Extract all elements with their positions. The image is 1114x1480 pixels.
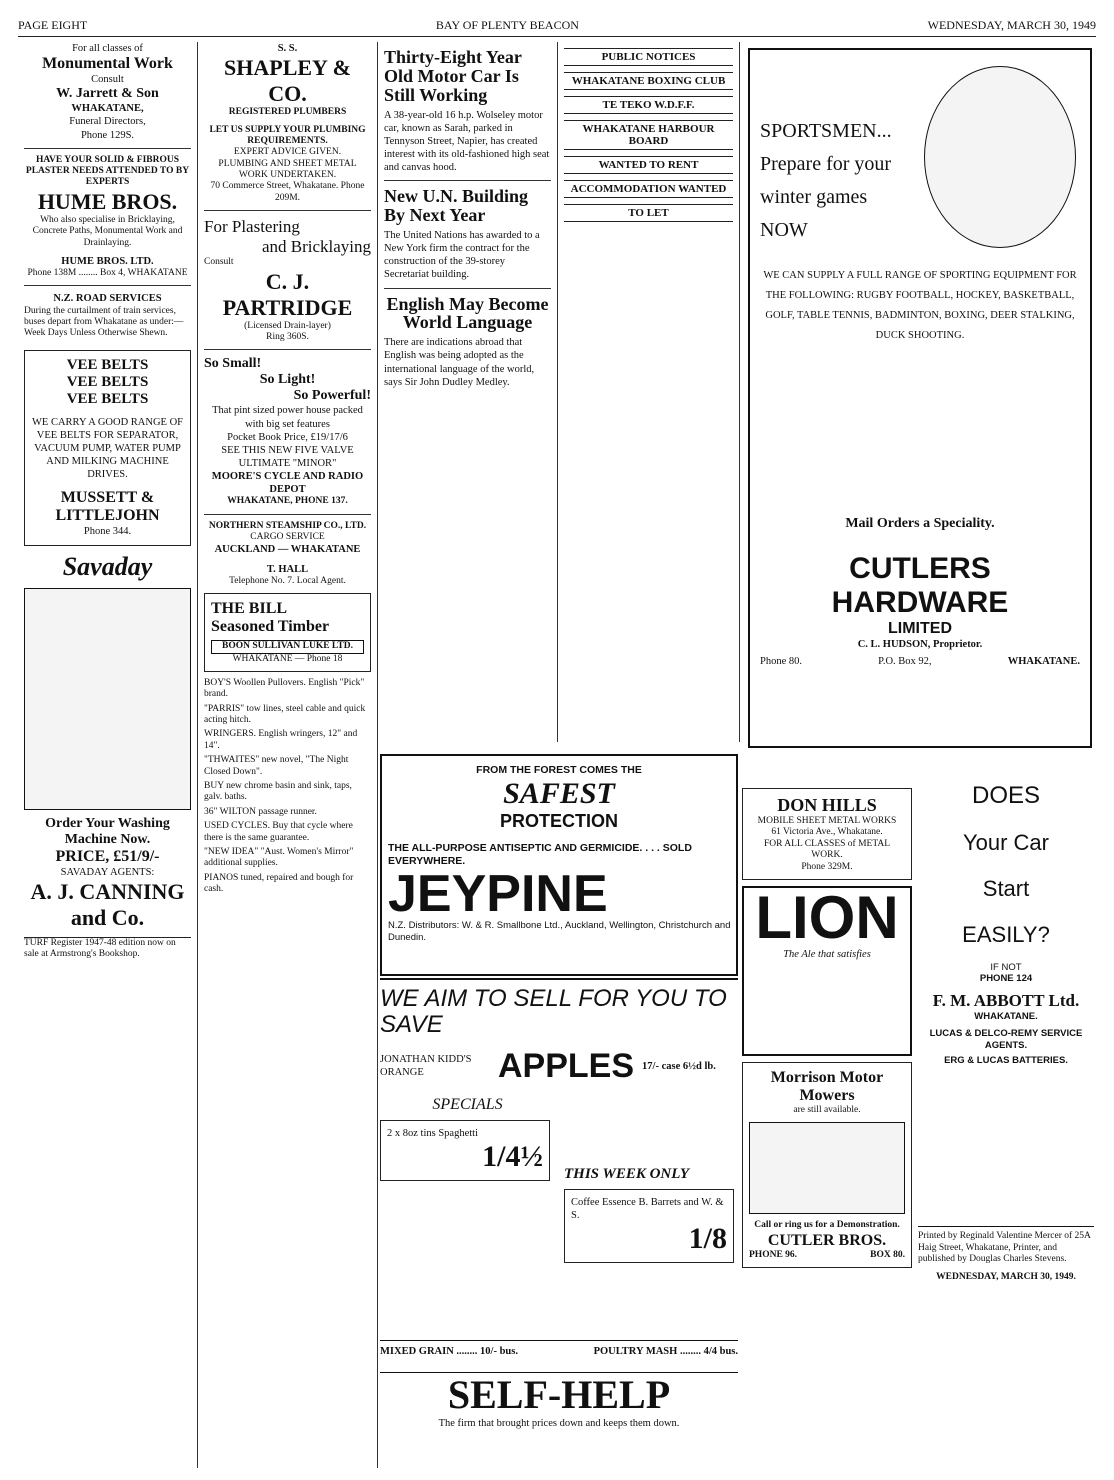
ad-line: T. HALL bbox=[266, 563, 309, 575]
classified-item: "PARRIS" tow lines, steel cable and quick acting hitch. bbox=[204, 703, 366, 726]
partridge-ad bbox=[204, 217, 371, 343]
imprint-date: WEDNESDAY, MARCH 30, 1949. bbox=[936, 1271, 1076, 1282]
ad-body: Who also specialise in Bricklaying, Concrete Paths, Monumental Work and Drainlaying. bbox=[32, 214, 183, 248]
ad-line: 61 Victoria Ave., Whakatane. bbox=[771, 827, 883, 838]
ad-line: Order Your Washing Machine Now. bbox=[45, 815, 170, 847]
shapley-ad bbox=[204, 42, 371, 204]
firm-name: NORTHERN STEAMSHIP CO., LTD. bbox=[208, 520, 367, 531]
ad-line: So Light! bbox=[259, 372, 316, 388]
ad-line: Consult bbox=[91, 74, 124, 86]
ad-line: IF NOT bbox=[990, 962, 1022, 973]
ad-line: MIXED GRAIN ........ 10/- bus. bbox=[380, 1346, 518, 1357]
column-4 bbox=[558, 42, 740, 742]
donhills-ad bbox=[742, 788, 912, 880]
timber-ad bbox=[204, 593, 371, 672]
hume-ad bbox=[24, 155, 191, 280]
firm-name: W. Jarrett & Son bbox=[56, 86, 159, 102]
jeypine-ad bbox=[380, 754, 738, 976]
ad-line: SEE THIS NEW FIVE VALVE ULTIMATE "MINOR" bbox=[221, 444, 354, 469]
ad-line: DOES bbox=[971, 782, 1040, 809]
ad-line: WHAKATANE, PHONE 137. bbox=[227, 496, 348, 507]
classified-item: TURF Register 1947-48 edition now on sale at Armstrong's Bookshop. bbox=[24, 937, 191, 961]
lion-ad bbox=[742, 883, 912, 1056]
column-2 bbox=[198, 42, 378, 1468]
news-article bbox=[384, 187, 551, 281]
firm-name: SHAPLEY & CO. bbox=[224, 55, 351, 107]
ad-line: LET US SUPPLY YOUR PLUMBING REQUIREMENTS. bbox=[209, 124, 366, 146]
classified-item: WRINGERS. English wringers, 12" and 14". bbox=[204, 729, 358, 751]
ad-line: AUCKLAND — WHAKATANE bbox=[214, 544, 361, 556]
notice-title: WHAKATANE BOXING CLUB bbox=[564, 72, 733, 90]
ad-body: That pint sized power house packed with big set features bbox=[212, 405, 363, 430]
ad-line: P.O. Box 92, bbox=[878, 655, 932, 667]
imprint: Printed by Reginald Valentine Mercer of 25A Haig Street, Whakatane, Printer, and published by Douglas Charles Stevens. bbox=[918, 1226, 1094, 1265]
selfhelp-footer bbox=[380, 1372, 738, 1430]
ad-line: Morrison Motor Mowers bbox=[770, 1068, 884, 1104]
ad-line: HUME BROS. LTD. bbox=[61, 255, 154, 267]
hockey-players-illustration bbox=[924, 66, 1076, 248]
firm-name: DON HILLS bbox=[777, 795, 877, 815]
article-headline: New U.N. Building By Next Year bbox=[384, 186, 529, 226]
brand-name: SELF-HELP bbox=[447, 1372, 671, 1417]
ad-line: NOW bbox=[760, 219, 808, 241]
ad-line: (Licensed Drain-layer) bbox=[244, 320, 331, 331]
ad-body: WE CARRY A GOOD RANGE OF VEE BELTS FOR SEPARATOR, VACUUM PUMP, WATER PUMP AND MILKING MACHINE DRIVES. bbox=[32, 416, 183, 481]
ad-line: SPORTSMEN... bbox=[760, 120, 892, 142]
abbott-ad bbox=[918, 782, 1094, 1066]
ad-title: Monumental Work bbox=[42, 55, 173, 73]
ad-line: POULTRY MASH ........ 4/4 bus. bbox=[593, 1346, 738, 1357]
ad-line: MOBILE SHEET METAL WORKS bbox=[757, 816, 897, 826]
feed-row bbox=[380, 1340, 738, 1358]
firm-name: A. J. CANNING and Co. bbox=[30, 878, 185, 930]
article-body: There are indications abroad that English was being adopted as the international language of the world, says Sir John Dudley Medley. bbox=[384, 337, 535, 388]
steamship-ad bbox=[204, 521, 371, 587]
ad-line: Call or ring us for a Demonstration. bbox=[754, 1220, 900, 1231]
firm-name: F. M. ABBOTT Ltd. bbox=[932, 990, 1080, 1010]
ad-line: PLUMBING AND SHEET METAL WORK UNDERTAKEN. bbox=[218, 158, 357, 181]
ad-line: Ring 360S. bbox=[266, 332, 309, 343]
ad-line: Mail Orders a Speciality. bbox=[845, 515, 995, 531]
news-article bbox=[384, 48, 551, 174]
ad-line: Consult bbox=[204, 257, 234, 268]
ad-line: WHAKATANE — Phone 18 bbox=[232, 653, 343, 664]
column-3 bbox=[378, 42, 558, 742]
ad-line: Phone 129S. bbox=[80, 129, 135, 141]
radio-ad bbox=[204, 356, 371, 507]
ad-line: PHONE 124 bbox=[979, 973, 1033, 985]
firm-name: C. J. PARTRIDGE bbox=[222, 268, 353, 320]
ad-body: WE CAN SUPPLY A FULL RANGE OF SPORTING EQUIPMENT FOR THE FOLLOWING: RUGBY FOOTBALL, HOCKEY, BASKETBALL, GOLF, TABLE TENNIS, BADMINTON, BOXING, DEER STALKING, DUCK SHOOTING. bbox=[763, 270, 1077, 341]
classified-item: 36" WILTON passage runner. bbox=[204, 806, 317, 817]
weekly-specials bbox=[564, 1166, 734, 1269]
firm-name: HUME BROS. bbox=[37, 188, 178, 214]
ad-line: The Ale that satisfies bbox=[783, 948, 871, 960]
savaday-ad bbox=[24, 552, 191, 931]
ad-body: During the curtailment of train services, buses depart from Whakatane as under:— Week Days Unless Otherwise Shewn. bbox=[24, 305, 184, 339]
ad-line: THIS WEEK ONLY bbox=[564, 1166, 690, 1182]
ad-line: Start bbox=[982, 876, 1030, 901]
ad-line: 1/4½ bbox=[482, 1139, 543, 1173]
column-1 bbox=[18, 42, 198, 1468]
brand-name: CUTLERS HARDWARE bbox=[831, 551, 1009, 619]
notice-title: WHAKATANE HARBOUR BOARD bbox=[564, 120, 733, 150]
ad-line: Phone 329M. bbox=[801, 861, 853, 872]
ad-line: Seasoned Timber bbox=[211, 618, 330, 636]
ad-line: The firm that brought prices down and keeps them down. bbox=[438, 1418, 680, 1429]
apples-row bbox=[380, 1047, 738, 1086]
ad-line: C. L. HUDSON, Proprietor. bbox=[857, 638, 983, 650]
ad-line: Pocket Book Price, £19/17/6 bbox=[227, 431, 348, 443]
ad-line: Your Car bbox=[962, 830, 1049, 855]
ad-line: So Small! bbox=[204, 356, 262, 372]
ad-line: HAVE YOUR SOLID & FIBROUS PLASTER NEEDS ATTENDED TO BY EXPERTS bbox=[25, 154, 190, 188]
ad-line: and Bricklaying bbox=[261, 237, 371, 257]
notice-title: WANTED TO RENT bbox=[564, 156, 733, 174]
firm-name: CUTLER BROS. bbox=[767, 1231, 887, 1249]
firm-name: MUSSETT & LITTLEJOHN bbox=[55, 489, 160, 525]
ad-line: SPECIALS bbox=[432, 1095, 503, 1113]
road-services bbox=[24, 292, 191, 339]
ad-line: 70 Commerce Street, Whakatane. Phone 209M. bbox=[210, 181, 365, 203]
article-body: A 38-year-old 16 h.p. Wolseley motor car, known as Sarah, parked in Tennyson Street, Napier, has created interest with its old-fashioned high seat and canvas hood. bbox=[384, 109, 550, 174]
ad-line: BOX 80. bbox=[870, 1249, 905, 1260]
ad-line: EXPERT ADVICE GIVEN. bbox=[233, 147, 342, 158]
firm-name: MOORE'S CYCLE AND RADIO DEPOT bbox=[211, 471, 364, 496]
ad-line: Telephone No. 7. Local Agent. bbox=[229, 575, 346, 586]
ad-line: PROTECTION bbox=[499, 811, 618, 832]
ad-line: Phone 344. bbox=[83, 526, 132, 538]
ad-line: Coffee Essence B. Barrets and W. & S. bbox=[571, 1197, 724, 1222]
ad-line: VEE BELTS bbox=[66, 373, 149, 390]
ad-line: WHAKATANE, bbox=[71, 103, 144, 115]
section-title: N.Z. ROAD SERVICES bbox=[53, 293, 162, 305]
ad-line: For all classes of bbox=[72, 43, 143, 54]
ad-line: PHONE 96. bbox=[749, 1249, 798, 1260]
ad-line: For Plastering bbox=[204, 217, 300, 237]
ad-line: SAVADAY AGENTS: bbox=[60, 866, 155, 878]
ad-line: VEE BELTS bbox=[66, 390, 149, 407]
monumental-ad bbox=[24, 42, 191, 142]
ad-line: Funeral Directors, bbox=[69, 116, 146, 128]
ad-line: 17/- case 6½d lb. bbox=[642, 1060, 716, 1072]
masthead bbox=[18, 18, 1096, 37]
ad-line: ERG & LUCAS BATTERIES. bbox=[944, 1054, 1068, 1066]
right-subcolumn bbox=[918, 782, 1094, 1283]
ad-line: THE ALL-PURPOSE ANTISEPTIC AND GERMICIDE. . . . SOLD EVERYWHERE. bbox=[388, 842, 692, 868]
classified-item: BUY new chrome basin and sink, taps, galv. baths. bbox=[204, 781, 352, 803]
article-headline: English May Become World Language bbox=[386, 293, 549, 333]
classified-item: PIANOS tuned, repaired and bough for cash. bbox=[204, 872, 354, 895]
ad-line: EASILY? bbox=[962, 922, 1050, 947]
paper-title: BAY OF PLENTY BEACON bbox=[435, 18, 579, 32]
ad-line: S. S. bbox=[277, 43, 298, 54]
article-headline: Thirty-Eight Year Old Motor Car Is Still Working bbox=[384, 47, 522, 105]
ad-line: Phone 80. bbox=[760, 655, 802, 667]
firm-name: BOON SULLIVAN LUKE LTD. bbox=[211, 640, 364, 653]
ad-line: JONATHAN KIDD'S ORANGE bbox=[380, 1054, 472, 1079]
cutlers-contact bbox=[760, 655, 1080, 668]
ad-line: FOR ALL CLASSES of METAL WORK. bbox=[763, 838, 891, 861]
ad-line: VEE BELTS bbox=[66, 356, 149, 373]
ad-line: PRICE, £51/9/- bbox=[55, 847, 160, 865]
brand-name: LION bbox=[755, 883, 899, 951]
veebelts-ad bbox=[24, 350, 191, 546]
ad-line: THE BILL bbox=[211, 600, 288, 618]
ad-line: SAFEST bbox=[503, 777, 615, 811]
washing-machine-illustration bbox=[24, 588, 191, 810]
notice-title: TE TEKO W.D.F.F. bbox=[564, 96, 733, 114]
ad-line: 1/8 bbox=[688, 1222, 727, 1256]
classified-item: "THWAITES" new novel, "The Night Closed Down". bbox=[204, 755, 349, 777]
page-number: PAGE EIGHT bbox=[18, 18, 88, 32]
ad-line: 2 x 8oz tins Spaghetti bbox=[387, 1127, 478, 1139]
issue-date: WEDNESDAY, MARCH 30, 1949 bbox=[927, 18, 1096, 32]
savaday-logo: Savaday bbox=[62, 551, 153, 581]
coffee-box bbox=[564, 1189, 734, 1263]
section-title: PUBLIC NOTICES bbox=[564, 48, 733, 66]
article-body: The United Nations has awarded to a New York firm the contract for the construction of the 39-storey Secretariat building. bbox=[384, 230, 540, 281]
ad-line: Prepare for your bbox=[760, 153, 892, 175]
ad-line: APPLES bbox=[498, 1046, 635, 1085]
ad-line: winter games bbox=[760, 186, 868, 208]
ad-line: Phone 138M ........ Box 4, WHAKATANE bbox=[27, 268, 188, 279]
ad-line: WHAKATANE. bbox=[974, 1010, 1038, 1022]
morrison-ad bbox=[742, 1062, 912, 1268]
ad-line: N.Z. Distributors: W. & R. Smallbone Ltd., Auckland, Wellington, Christchurch and Dunedin. bbox=[388, 920, 731, 943]
ad-line: FROM THE FOREST COMES THE bbox=[476, 764, 642, 776]
news-article bbox=[384, 295, 551, 389]
ad-line: So Powerful! bbox=[293, 388, 371, 404]
morrison-contact bbox=[749, 1250, 905, 1261]
cutlers-ad bbox=[748, 48, 1092, 748]
brand-name: JEYPINE bbox=[388, 865, 608, 924]
ad-line: are still available. bbox=[793, 1104, 861, 1115]
classified-item: "NEW IDEA" "Aust. Women's Mirror" additional supplies. bbox=[204, 846, 354, 869]
column-5 bbox=[742, 42, 1098, 1468]
left-subcolumn bbox=[742, 782, 912, 1274]
ad-line: REGISTERED PLUMBERS bbox=[228, 107, 347, 118]
selfhelp-ad bbox=[380, 978, 738, 1468]
classifieds bbox=[204, 678, 371, 896]
notice-title: TO LET bbox=[564, 204, 733, 222]
classified-item: BOY'S Woollen Pullovers. English "Pick" brand. bbox=[204, 677, 365, 700]
classified-item: USED CYCLES. Buy that cycle where there is the same guarantee. bbox=[204, 821, 353, 843]
ad-line: LIMITED bbox=[888, 619, 952, 637]
notice-title: ACCOMMODATION WANTED bbox=[564, 180, 733, 198]
ad-line: WHAKATANE. bbox=[1007, 655, 1080, 667]
ad-line: LUCAS & DELCO-REMY SERVICE AGENTS. bbox=[929, 1028, 1083, 1051]
ad-line: CARGO SERVICE bbox=[250, 532, 325, 543]
spaghetti-box bbox=[380, 1120, 550, 1181]
lawn-mower-illustration bbox=[749, 1122, 905, 1214]
ad-line: WE AIM TO SELL FOR YOU TO SAVE bbox=[380, 985, 727, 1039]
